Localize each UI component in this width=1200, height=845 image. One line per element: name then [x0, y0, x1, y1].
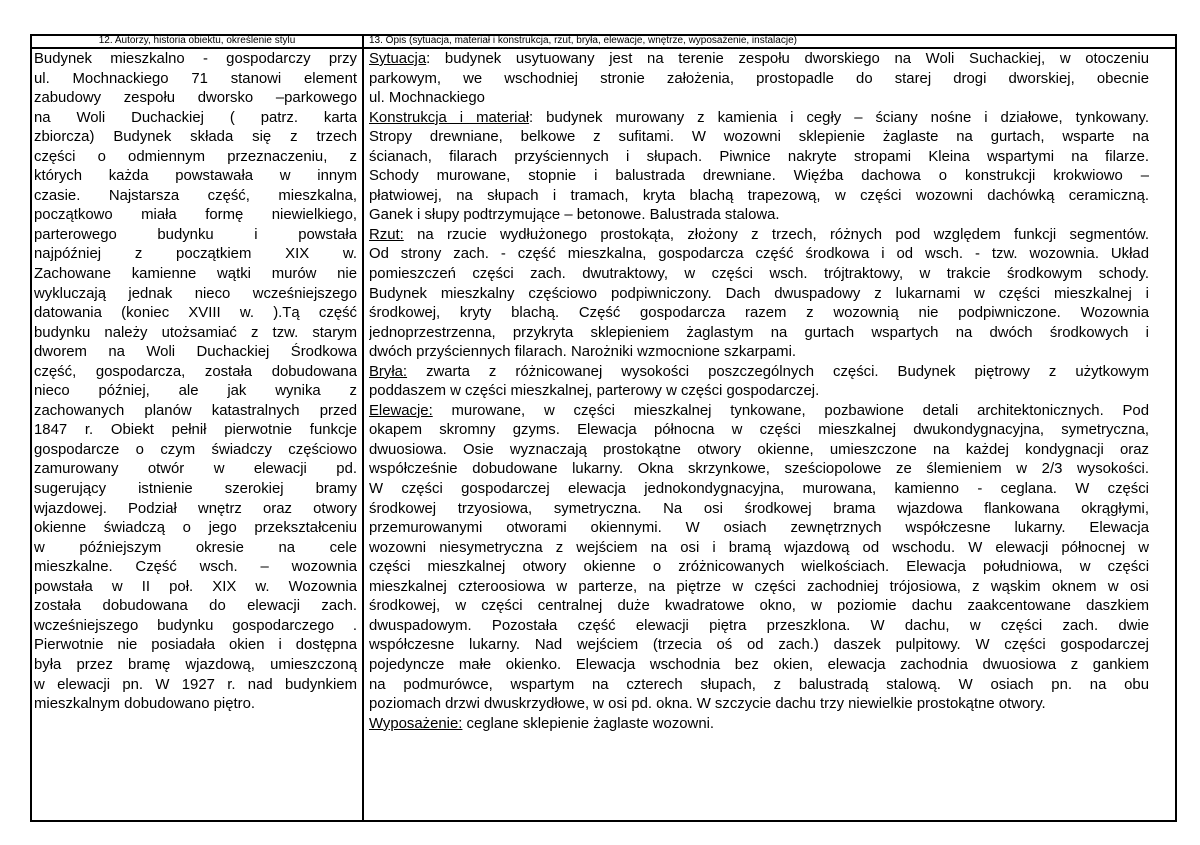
description-line	[369, 187, 1149, 207]
description-line	[369, 382, 1149, 402]
description-line	[369, 558, 1149, 578]
description-line	[369, 402, 1149, 422]
description-text	[369, 50, 1149, 734]
section-label: Bryła:	[369, 363, 408, 380]
section-label: Wyposażenie:	[369, 715, 463, 732]
history-line: sugerujący istnienie szerokiej bramy	[34, 481, 357, 498]
history-line: dworem na Woli Duchackiej Środkowa	[34, 344, 357, 361]
description-line	[369, 285, 1149, 305]
history-line: Zachowane kamienne wątki murów nie	[34, 266, 357, 283]
description-line	[369, 304, 1149, 324]
history-line: ul. Mochnackiego 71 stanowi element	[34, 70, 357, 87]
line-text: dwóch przyściennych filarach. Narożniki wzmocnione szkarpami.	[369, 344, 797, 361]
description-line	[369, 460, 1149, 480]
history-line: zbiorcza) Budynek składa się z trzech	[34, 129, 357, 146]
description-line	[369, 578, 1149, 598]
history-line: na Woli Duchackiej ( patrz. karta	[34, 109, 357, 126]
line-text: części mieszkalnej otwory okienne o zróżnicowanych wielkościach. Elewacja południowa, w części	[369, 559, 1149, 576]
description-line	[369, 50, 1149, 70]
line-text: Schody murowane, stopnie i balustrada drewniane. Więźba dachowa o konstrukcji krokwiowo –	[369, 168, 1149, 185]
history-line: wykluczają jednak nieco wcześniejszego	[34, 285, 357, 302]
description-line	[369, 617, 1149, 637]
history-line: wcześniejszego budynku gospodarczego .	[34, 617, 357, 634]
line-text: ceglane sklepienie żaglaste wozowni.	[462, 715, 715, 732]
description-line	[369, 148, 1149, 168]
line-text: środkowej, kryty blachą. Część gospodarcza razem z wozownią nie podpiwniczone. Wozownia	[369, 305, 1149, 322]
line-text: płatwiowej, na słupach i tramach, kryta blachą trapezową, w części wozowni dachówką ceramiczną.	[369, 187, 1149, 204]
history-line: w elewacji pn. W 1927 r. nad budynkiem	[34, 676, 357, 693]
history-line: Pierwotnie nie posiadała okien i dostępna	[34, 637, 357, 654]
line-text: zwarta z różnicowanej wysokości poszczególnych części. Budynek piętrowy z użytkowym	[407, 363, 1149, 380]
description-line	[369, 265, 1149, 285]
line-text: jednoprzestrzenna, przykryta sklepieniem żaglastym na gurtach wspartych na dwóch środkowych i	[369, 324, 1149, 341]
line-text: okapem skromny gzyms. Elewacja północna w części mieszkalnej dwukondygnacyjna, symetryczna,	[369, 422, 1149, 439]
description-line	[369, 539, 1149, 559]
line-text: poddaszem w części mieszkalnej, parterowy w części gospodarczej.	[369, 383, 820, 400]
description-line	[369, 109, 1149, 129]
line-text: środkowej trzyosiowa, symetryczna. Na osi środkowej brama wjazdowa flankowana okrągłymi,	[369, 500, 1149, 517]
description-line	[369, 500, 1149, 520]
history-line: zamurowany otwór w elewacji pd.	[34, 461, 357, 478]
description-line	[369, 519, 1149, 539]
history-line: części o odmiennym przeznaczeniu, z	[34, 148, 357, 165]
description-line	[369, 167, 1149, 187]
description-line	[369, 656, 1149, 676]
history-line: została dobudowana do elewacji zach.	[34, 598, 357, 615]
line-text: Stropy drewniane, belkowe z sufitami. W wozowni sklepienie żaglaste na gurtach, wsparte na	[369, 129, 1149, 146]
line-text: Budynek mieszkalny częściowo podpiwniczony. Dach dwuspadowy z lukarnami w części mieszkalnej i	[369, 285, 1149, 302]
history-line: nieco później, ale jak wynika z	[34, 383, 357, 400]
line-text: Ganek i słupy podtrzymujące – betonowe. Balustrada stalowa.	[369, 207, 780, 224]
history-line: budynku należy utożsamiać z tzw. starym	[34, 324, 357, 341]
description-line	[369, 480, 1149, 500]
header-authors-history: 12. Autorzy, historia obiektu, określenie stylu	[98, 35, 296, 46]
description-line	[369, 343, 1149, 363]
line-text: dwuosiowa. Osie wyznaczają prostokątne otwory okienne, umieszczone na każdej kondygnacji oraz	[369, 441, 1149, 458]
line-text: ul. Mochnackiego	[369, 90, 485, 107]
history-line: parterowego budynku i powstała	[34, 226, 357, 243]
line-text: współcześnie dobudowane lukarny. Okna skrzynkowe, sześciopolowe ze ślemieniem w 2/3 wysokości.	[369, 461, 1149, 478]
description-line	[369, 676, 1149, 696]
history-line: najpóźniej z początkiem XIX w.	[34, 246, 357, 263]
description-line	[369, 715, 1149, 735]
history-line: 1847 r. Obiekt pełnił pierwotnie funkcje	[34, 422, 357, 439]
line-text: środkowej, w części centralnej duże kwadratowe okno, w poziomie dachu zaakcentowane daszkiem	[369, 598, 1149, 615]
header-rule	[30, 47, 1177, 49]
history-line: datowania (koniec XVIII w. ).Tą część	[34, 305, 357, 322]
line-text: murowane, w części mieszkalnej tynkowane, pozbawione detali architektonicznych. Pod	[432, 402, 1149, 419]
section-label: Konstrukcja i materiał	[369, 109, 530, 126]
description-line	[369, 597, 1149, 617]
line-text: : budynek usytuowany jest na terenie zespołu dworskiego na Woli Suchackiej, w otoczeniu	[426, 51, 1149, 67]
header-description: 13. Opis (sytuacja, materiał i konstrukcja, rzut, bryła, elewacje, wnętrze, wyposażenie, instalacje)	[369, 35, 797, 46]
section-label: Rzut:	[369, 226, 404, 243]
description-line	[369, 363, 1149, 383]
line-text: : budynek murowany z kamienia i cegły – ściany nośne i działowe, tynkowany.	[529, 109, 1149, 126]
description-line	[369, 70, 1149, 90]
history-line: zabudowy zespołu dworsko –parkowego	[34, 90, 357, 107]
description-line	[369, 245, 1149, 265]
description-line	[369, 324, 1149, 344]
history-line: okienne świadczą o jego przekształceniu	[34, 520, 357, 537]
history-line: w późniejszym okresie na cele	[34, 539, 357, 556]
history-line: czasie. Najstarsza część, mieszkalna,	[34, 187, 357, 204]
section-label: Sytuacja	[369, 51, 427, 67]
line-text: ścianach, filarach przyściennych i słupach. Piwnice nakryte stropami Kleina wspartymi na filarze.	[369, 148, 1149, 165]
section-label: Elewacje:	[369, 402, 433, 419]
history-text	[34, 50, 357, 715]
line-text: mieszkalnej czteroosiowa w parterze, na piętrze w części zachodniej trójosiowa, z wąskim oknem w osi	[369, 578, 1149, 595]
history-line: początkowo miała formę niewielkiego,	[34, 207, 357, 224]
line-text: na rzucie wydłużonego prostokąta, złożony z trzech, różnych pod względem funkcji segmentów.	[403, 226, 1149, 243]
line-text: W części gospodarczej elewacja jednokondygnacyjna, murowana, kamienno - ceglana. W części	[369, 481, 1149, 498]
history-line: część, gospodarcza, została dobudowana	[34, 363, 357, 380]
description-line	[369, 128, 1149, 148]
line-text: Od strony zach. - część mieszkalna, gospodarcza część środkowa i od wsch. - tzw. wozownia. Układ	[369, 246, 1149, 263]
history-line: powstała w II poł. XIX w. Wozownia	[34, 578, 357, 595]
column-divider	[362, 34, 364, 822]
history-line: Budynek mieszkalno - gospodarczy przy	[34, 51, 357, 67]
description-line	[369, 89, 1149, 109]
history-line: mieszkalne. Część wsch. – wozownia	[34, 559, 357, 576]
history-line: gospodarcze o czym świadczy częściowo	[34, 441, 357, 458]
history-line: mieszkalnym dobudowano piętro.	[34, 696, 255, 713]
line-text: na podmurówce, wspartym na czterech słupach, z balustradą stalową. W osiach pn. na obu	[369, 676, 1149, 693]
line-text: dwuspadowym. Pozostała część elewacji piętra przeszklona. W dachu, w części zach. dwie	[369, 617, 1149, 634]
description-line	[369, 226, 1149, 246]
line-text: poziomach drzwi dwuskrzydłowe, w osi pd. okna. W szczycie dachu trzy niewielkie prostokątne otwory.	[369, 696, 1046, 713]
line-text: pojedyncze małe okienko. Elewacja wschodnia bez okien, elewacja zachodnia dwuosiowa z gankiem	[369, 656, 1149, 673]
history-line: była przez bramę wjazdową, umieszczoną	[34, 656, 357, 673]
line-text: wozowni niesymetryczna z wejściem na osi i bramą wjazdową od wschodu. W elewacji północnej w	[369, 539, 1149, 556]
history-line: których każda powstawała w innym	[34, 168, 357, 185]
line-text: współczesne lukarny. Nad wejściem (trzecia oś od zach.) daszek pulpitowy. W części gospodarczej	[369, 637, 1149, 654]
line-text: przemurowanymi otworami okiennymi. W osiach zewnętrznych współczesne lukarny. Elewacja	[369, 520, 1149, 537]
description-line	[369, 206, 1149, 226]
description-line	[369, 636, 1149, 656]
description-line	[369, 421, 1149, 441]
description-line	[369, 695, 1149, 715]
history-line: zachowanych planów katastralnych przed	[34, 402, 357, 419]
line-text: pomieszczeń części zach. dwutraktowy, w części wsch. trójtraktowy, w trakcie środkowym schody.	[369, 266, 1149, 283]
line-text: parkowym, we wschodniej stronie założenia, prostopadle do starej drogi dworskiej, obecnie	[369, 70, 1149, 87]
history-line: wjazdowej. Podział wnętrz oraz otwory	[34, 500, 357, 517]
description-line	[369, 441, 1149, 461]
